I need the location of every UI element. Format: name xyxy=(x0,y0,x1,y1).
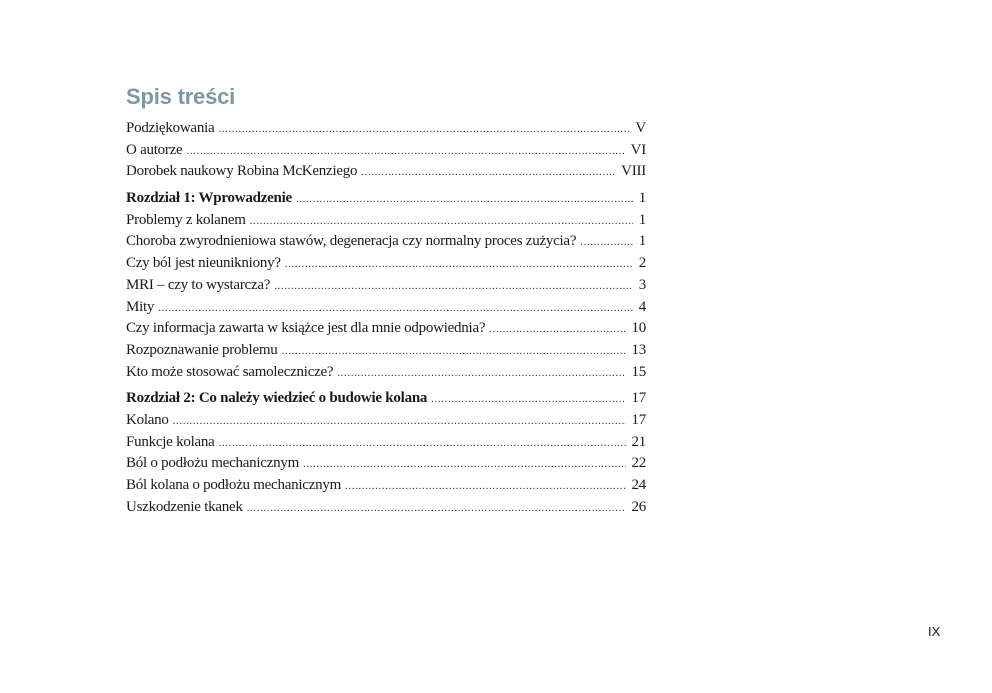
dot-leader xyxy=(219,433,626,455)
toc-entry-page: 2 xyxy=(638,255,646,272)
toc-section xyxy=(126,118,646,183)
dot-leader xyxy=(158,298,633,320)
toc-entry xyxy=(126,253,646,275)
dot-leader xyxy=(173,411,626,433)
toc-entry-page: 22 xyxy=(631,455,646,472)
toc-entry-page: 1 xyxy=(638,190,646,207)
toc-entry-page: 17 xyxy=(631,390,646,407)
toc-entry xyxy=(126,118,646,140)
toc-entry-page: 15 xyxy=(631,363,646,380)
toc-entry xyxy=(126,140,646,162)
toc-entry xyxy=(126,497,646,519)
dot-leader xyxy=(296,189,633,211)
dot-leader xyxy=(337,363,625,385)
toc-entry-title: Podziękowania xyxy=(126,120,215,136)
toc-entry-title: Problemy z kolanem xyxy=(126,211,246,228)
dot-leader xyxy=(247,498,626,520)
dot-leader xyxy=(489,319,625,341)
dot-leader xyxy=(580,232,633,254)
page-number: IX xyxy=(928,624,941,639)
toc-entry-title: Czy informacja zawarta w książce jest dla mnie odpowiednia? xyxy=(126,320,486,337)
dot-leader xyxy=(218,119,629,141)
toc-entry-title: Mity xyxy=(126,298,155,315)
toc-chapter-entry xyxy=(126,388,646,410)
toc-entry-title: Kolano xyxy=(126,411,169,428)
dot-leader xyxy=(186,141,624,163)
toc-entry-page: 26 xyxy=(631,498,646,515)
toc-entry-title: Rozdział 1: Wprowadzenie xyxy=(126,190,292,207)
dot-leader xyxy=(303,454,625,476)
dot-leader xyxy=(282,341,626,363)
toc-entry-page: V xyxy=(635,120,646,136)
toc-entry xyxy=(126,410,646,432)
toc-entry xyxy=(126,210,646,232)
toc-entry-page: 24 xyxy=(631,477,646,493)
toc-entry-page: VIII xyxy=(621,163,646,180)
toc-entry-page: 1 xyxy=(638,211,646,228)
toc-entry-page: 1 xyxy=(638,233,646,250)
toc-entry-title: O autorze xyxy=(126,141,183,158)
table-of-contents xyxy=(126,118,646,518)
toc-entry-title: Ból kolana o podłożu mechanicznym xyxy=(126,477,342,493)
toc-entry-title: Czy ból jest nieunikniony? xyxy=(126,255,281,272)
toc-entry xyxy=(126,453,646,475)
toc-entry-page: 10 xyxy=(631,320,646,337)
dot-leader xyxy=(345,476,625,498)
toc-entry xyxy=(126,161,646,183)
toc-entry-page: 17 xyxy=(631,411,646,428)
toc-entry xyxy=(126,475,646,497)
toc-entry-title: Dorobek naukowy Robina McKenziego xyxy=(126,163,358,180)
toc-entry-page: VI xyxy=(630,141,646,158)
toc-entry-title: Rozpoznawanie problemu xyxy=(126,341,278,358)
toc-entry-title: Funkcje kolana xyxy=(126,433,215,450)
toc-entry xyxy=(126,297,646,319)
toc-entry-title: MRI – czy to wystarcza? xyxy=(126,276,271,293)
toc-entry xyxy=(126,231,646,253)
toc-entry-page: 4 xyxy=(638,298,646,315)
dot-leader xyxy=(361,162,615,184)
toc-entry xyxy=(126,318,646,340)
dot-leader xyxy=(274,276,633,298)
toc-entry xyxy=(126,275,646,297)
dot-leader xyxy=(431,389,625,411)
toc-entry-page: 21 xyxy=(631,433,646,450)
toc-section xyxy=(126,388,646,518)
dot-leader xyxy=(250,211,633,233)
toc-title: Spis treści xyxy=(126,84,236,109)
toc-entry-title: Rozdział 2: Co należy wiedzieć o budowie kolana xyxy=(126,390,428,407)
toc-section xyxy=(126,188,646,383)
toc-entry xyxy=(126,340,646,362)
toc-entry-page: 13 xyxy=(631,341,646,358)
toc-entry-title: Uszkodzenie tkanek xyxy=(126,498,243,515)
toc-entry-title: Kto może stosować samolecznicze? xyxy=(126,363,334,380)
toc-entry-title: Ból o podłożu mechanicznym xyxy=(126,455,300,472)
dot-leader xyxy=(285,254,633,276)
toc-entry-title: Choroba zwyrodnieniowa stawów, degeneracja czy normalny proces zużycia? xyxy=(126,233,577,250)
toc-entry xyxy=(126,362,646,384)
toc-chapter-entry xyxy=(126,188,646,210)
toc-entry-page: 3 xyxy=(638,276,646,293)
toc-entry xyxy=(126,432,646,454)
